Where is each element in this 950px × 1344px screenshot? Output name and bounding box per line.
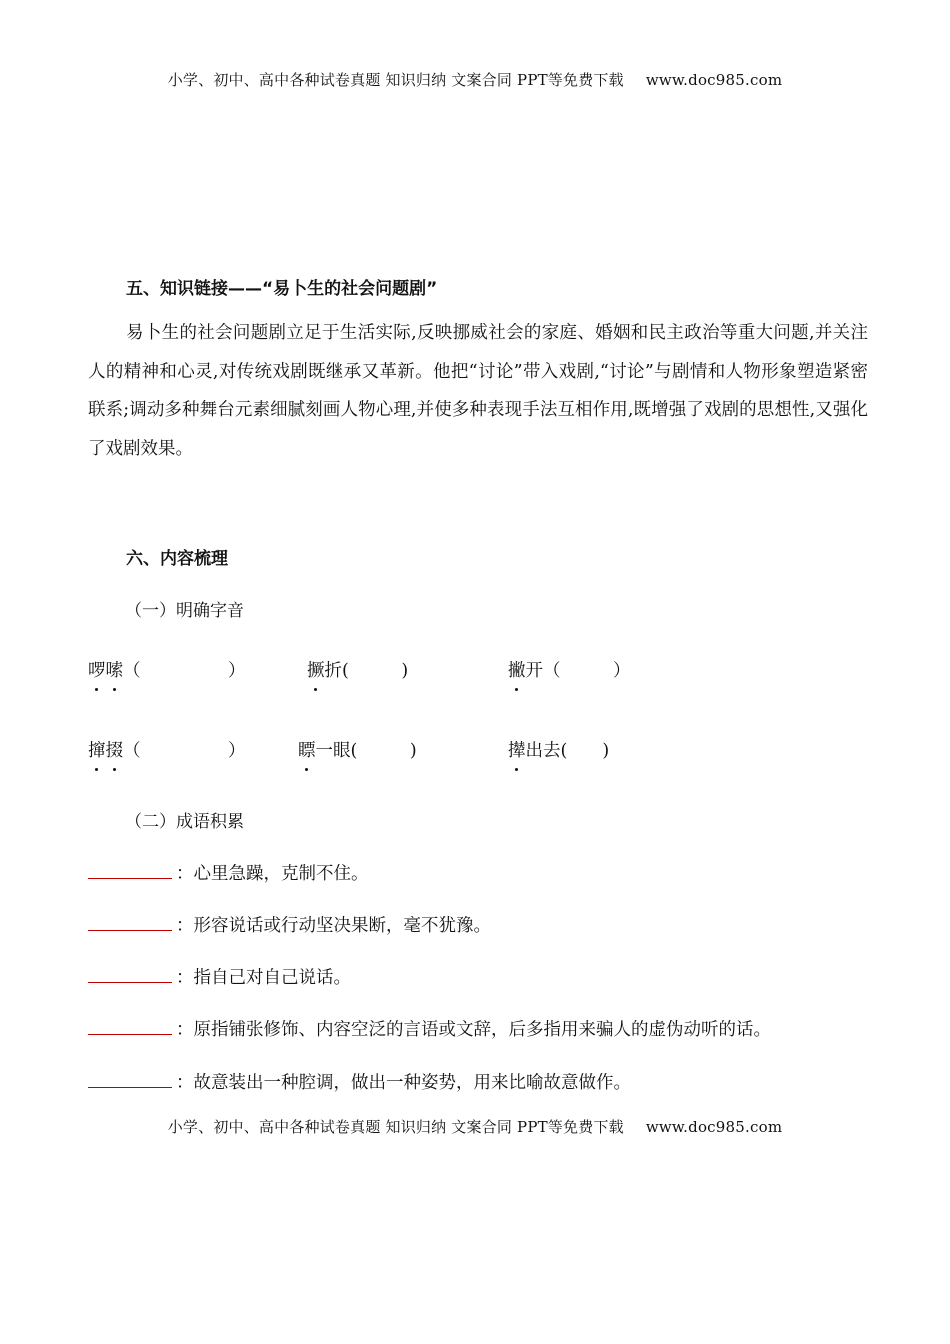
answer-blank[interactable] <box>88 863 172 879</box>
answer-paren: （ ） <box>123 661 246 681</box>
idiom-item <box>88 1016 771 1041</box>
answer-paren: （ ） <box>123 741 246 761</box>
idiom-definition: ：心里急躁，克制不住。 <box>176 864 369 884</box>
answer-paren: ( ) <box>560 741 610 761</box>
idiom-definition: ：形容说话或行动坚决果断，毫不犹豫。 <box>176 916 491 936</box>
header-url[interactable]: www.doc985.com <box>645 71 783 89</box>
answer-paren: ( ) <box>342 661 409 681</box>
idiom-item <box>88 1069 631 1094</box>
pinyin-item <box>298 737 417 762</box>
answer-blank[interactable] <box>88 967 172 983</box>
idiom-item <box>88 912 491 937</box>
dotted-char: 撵 <box>508 737 526 762</box>
answer-blank[interactable] <box>88 1019 172 1035</box>
header-text: 小学、初中、高中各种试卷真题 知识归纳 文案合同 PPT等免费下载 <box>167 71 624 89</box>
plain-char: 折 <box>324 661 342 681</box>
dotted-char: 瞟 <box>298 737 316 762</box>
section-6-title: 六、内容梳理 <box>126 549 228 569</box>
dotted-char: 撇 <box>508 657 526 682</box>
idiom-item <box>88 860 369 885</box>
plain-char: 一眼 <box>315 741 351 761</box>
dotted-char: 撺 <box>88 737 106 762</box>
pinyin-item <box>508 737 609 762</box>
plain-char: 开 <box>525 661 543 681</box>
dotted-char: 嗦 <box>106 657 124 682</box>
dotted-char: 撅 <box>307 657 325 682</box>
idiom-definition: ：指自己对自己说话。 <box>176 968 351 988</box>
idiom-definition: ：原指铺张修饰、内容空泛的言语或文辞，后多指用来骗人的虚伪动听的话。 <box>176 1020 771 1040</box>
subsection-idioms-title: （二）成语积累 <box>125 812 244 832</box>
idiom-definition: ：故意装出一种腔调，做出一种姿势，用来比喻故意做作。 <box>176 1073 631 1093</box>
section-5-title: 五、知识链接——“易卜生的社会问题剧” <box>126 279 438 299</box>
dotted-char: 啰 <box>88 657 106 682</box>
answer-paren: ( ) <box>350 741 417 761</box>
idiom-item <box>88 964 351 989</box>
pinyin-item <box>508 657 631 682</box>
footer-text: 小学、初中、高中各种试卷真题 知识归纳 文案合同 PPT等免费下载 <box>167 1118 624 1136</box>
plain-char: 出去 <box>525 741 561 761</box>
pinyin-item <box>307 657 408 682</box>
answer-blank[interactable] <box>88 1072 172 1088</box>
section-5-paragraph: 易卜生的社会问题剧立足于生活实际,反映挪威社会的家庭、婚姻和民主政治等重大问题,并关注人的精神和心灵,对传统戏剧既继承又革新。他把“讨论”带入戏剧,“讨论”与剧情和人物形象塑造紧密联系;调动多种舞台元素细腻刻画人物心理,并使多种表现手法互相作用,既增强了戏剧的思想性,又强化了戏剧效果。 <box>88 323 868 459</box>
pinyin-item <box>88 737 246 762</box>
pinyin-item <box>88 657 246 682</box>
dotted-char: 掇 <box>106 737 124 762</box>
page-footer <box>0 1116 950 1137</box>
subsection-pronunciation-title: （一）明确字音 <box>125 601 244 621</box>
answer-blank[interactable] <box>88 915 172 931</box>
page-header <box>0 69 950 90</box>
answer-paren: （ ） <box>543 661 631 681</box>
footer-url[interactable]: www.doc985.com <box>645 1118 783 1136</box>
